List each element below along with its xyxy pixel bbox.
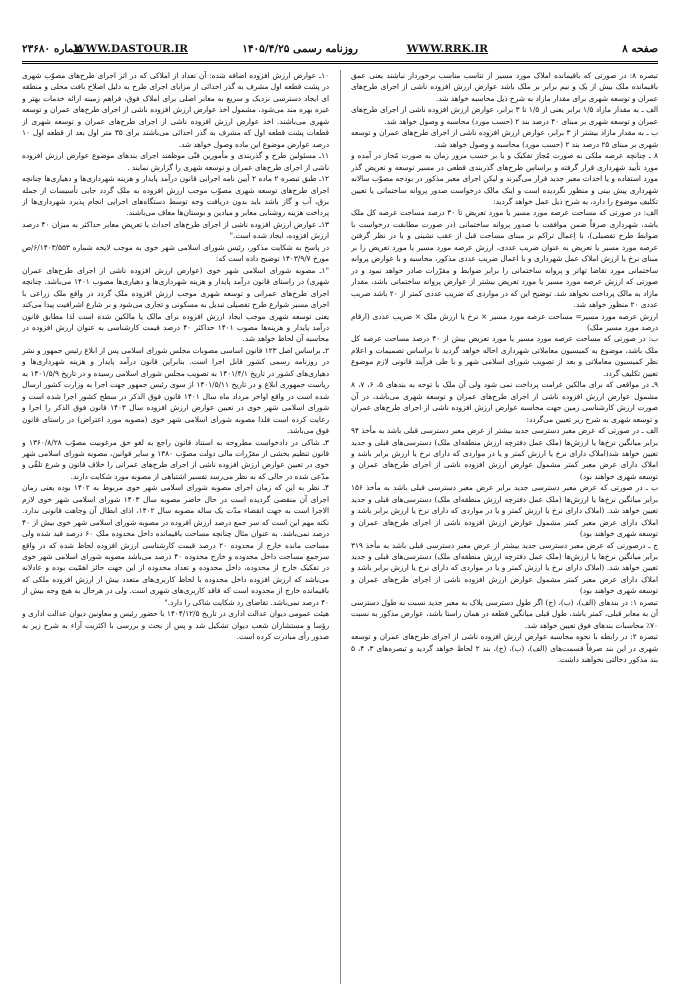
paragraph: هیئت عمومی دیوان عدالت اداری در تاریخ ۱۴۰۴/۱۲/۵ با حضور رئیس و معاونین دیوان عدالت اداری و رؤسا و مستشاران شعب دیوان تشکیل شد و پس از بحث و بررسی با اکثریت آراء به شرح زیر به صدور رأی مبادرت کرده است. (22, 609, 329, 642)
paragraph: ج ـ درصورتی که عرض معبر دسترسی جدید بیشتر از عرض معبر دسترسی قبلی باشد به مأخذ ۳۱۹ برابر میانگین نرخ‌ها یا ارزش‌ها (ملک عمل دفترچه ارزش منطقه‌ای ملک) دسترسی‌های قبلی و جدید تعیین خواهد شد. (املاک دارای نرخ یا ارزش کمتر و یا در مواردی که دارای نرخ یا ارزش برابر باشد و املاک دارای عرض معبر کمتر مشمول عوارض ارزش افزوده ناشی از اجرای طرح‌های عمران و توسعه شهری خواهند بود) (351, 540, 658, 596)
paragraph: ب ـ به مقدار مازاد بیشتر از ۳ برابر، عوارض ارزش افزوده ناشی از اجرای طرح‌های عمران و توسعه شهری بر مبنای ۲۵ درصد بند ۲ (حسب مورد) محاسبه و وصول خواهد شد. (351, 128, 658, 149)
text-column-right (351, 70, 658, 984)
paragraph: تبصره ۱: در بندهای (الف)، (ب)، (ج) اگر طول دسترسی پلاک به معبر جدید نسبت به طول دسترسی آن به معابر قبلی، کمتر باشد، طول قبلی میانگین قطعه در همان راستا باشد، عوارض مذکور به نسبت ۷۰٪ محاسبات بندهای فوق تعیین خواهد شد. (351, 597, 658, 630)
paragraph: ۱۲ـ طبق تبصره ۲ ماده ۲ آیین نامه اجرایی قانون درآمد پایدار و هزینه شهرداری‌ها و دهیاری‌ها چنانچه اجرای طرح‌های توسعه شهری مصوّب موجب ارزش افزوده به ملک گردد جابی تأسیسات از جمله برق، آب و گاز باشد باید بدون دریافت وجه توسط دستگاه‌های اجرایی انجام پذیرد شهرداری‌ها از پرداخت هزینه روشنایی معابر و میادین و بوستان‌ها معاف می‌باشند. (22, 174, 329, 218)
paragraph: ۴ـ نظر به این که زمان اجرای مصوبه شورای اسلامی شهر خوی مربوط به ۱۴۰۲ بوده یعنی زمان اجرای آن منقضی گردیده است در حال حاضر مصوبه سال ۱۴۰۳ شورای اسلامی شهر خوی لازم الاجرا است به جهت انقضاء مدّت یک ساله مصوبه سال ۱۴۰۲، اذای ابطال آن وجاهت قانونی ندارد. نکته مهم این است که سر جمع درصد ارزش افزوده در مصوبه شورای اسلامی شهر خوی بیش از ۴۰ درصد نمی‌باشد. به عنوان مثال چنانچه مساحت باقیمانده داخل محدوده ملک ۶۰ درصد قید شده ولی مساحت مانده خارج از محدوده ۲۰ درصد قیمت کارشناسی ارزش افزوده لحاظ شده که در واقع سرجمع مساحت داخل محدوده و خارج محدوده ۴۰ درصد می‌باشد مصوبه شورای اسلامی شهر خوی در تفکیک خارج از محدوده، داخل محدوده و تعداد محدوده از این جهت حائز اهمّیت بوده و عادلانه می‌باشد که ارزش افزوده داخل محدوده با لحاظ کاربری‌های متعدد بیش از ارزش افزوده ملکی که باقیمانده خارج از محدوده است که فاقد کاربری‌های شهری است. ولی در هرحال به هیچ وجه بیش از ۴۰ درصد نمی‌باشد. تقاضای رد شکایت شاکی را دارد." (22, 483, 329, 607)
paragraph: ۸ ـ چنانچه عرصه ملکی به صورت مُجاز تفکیک و یا بر حسب مرور زمان به صورت مُجاز در آمده و مورد تأیید شهرداری قرار گرفته و براساس طرح‌های گذربندی قطعی در مسیر توسعه و تعریض گذر مورد استفاده و یا احداث معبر جدید قرار می‌گیرند و لیکن اجرای معبر مذکور در بودجه مصوّب سالانه شهرداری پیش بینی و منظور نگردیده است و اینک مالک درخواست صدور پروانه ساختمانی یا تعیین تکلیف موضوع را دارد، به شرح ذیل عمل خواهد گردید: (351, 151, 658, 206)
publication-date: روزنامه رسمی ۱۴۰۵/۴/۲۵ (242, 43, 358, 55)
page-header (22, 40, 658, 60)
paragraph: الف ـ در صورتی که عرض معبر دسترسی جدید بیشتر از عرض معبر دسترسی قبلی باشد به مأخذ ۹۴ برابر میانگین نرخ‌ها یا ارزش‌ها (ملک عمل دفترچه ارزش منطقه‌ای ملک) دسترسی‌های قبلی و جدید تعیین خواهد شد(املاک دارای نرخ یا ارزش کمتر و یا در مواردی که دارای نرخ یا ارزش برابر باشد و املاک دارای عرض معبر کمتر مشمول عوارض ارزش افزوده ناشی از اجرای طرح‌های عمران و توسعه شهری خواهند بود) (351, 426, 658, 481)
paragraph: الف ـ به مقدار مازاد ۱/۵ برابر یعنی از ۱/۵ تا ۳ برابر، عوارض ارزش افزوده ناشی از اجرای طرح‌های عمران و توسعه شهری بر مبنای ۴۰ درصد بند ۲ (حسب مورد) محاسبه و وصول خواهد شد. (351, 105, 658, 126)
paragraph: ب ـ در صورتی که عرض معبر دسترسی جدید برابر عرض معبر دسترسی قبلی باشد به مأخذ ۱۵۶ برابر میانگین نرخ‌ها یا ارزش‌ها (ملک عمل دفترچه ارزش منطقه‌ای ملک) دسترسی‌های قبلی و جدید تعیین خواهد شد. (املاک دارای نرخ یا ارزش کمتر و یا در مواردی که دارای نرخ یا ارزش برابر باشد و املاک دارای عرض معبر کمتر مشمول عوارض ارزش افزوده ناشی از اجرای طرح‌های عمران و توسعه شهری خواهند بود) (351, 483, 658, 539)
paragraph: ۹ـ در مواقعی که برای مالکین غرامت پرداخت نمی شود ولی آن ملک با توجه به بندهای ۵، ۶، ۷، ۸ مشمول عوارض ارزش افزوده ناشی از اجرای طرح‌های عمران و توسعه شهری می‌باشد، در آن صورت ارزش کارشناسی زمین جهت محاسبه عوارض ارزش افزوده ناشی از اجرای طرح‌های عمران و توسعه شهری به شرح زیر تعیین می‌گردد: (351, 380, 658, 424)
issue-number: شماره ۲۳۶۸۰ (22, 43, 83, 55)
paragraph: ۱۰ـ عوارض ارزش افزوده اضافه شده: آن تعداد از املاکی که در اثر اجرای طرح‌های مصوّب شهری در پشت قطعه اول مشرف به گذر احداثی از مزایای اجرای طرح به دلیل اصلاح بافت محلی و منطقه ای ایجاد دسترسی نزدیک و سریع به معابر اصلی برای املاک فوق، فراهم زمینه ارائه خدمات بهتر و غیره بهره مند می‌شود، مشمول اخذ عوارض ارزش افزوده ناشی از اجرای طرح‌های عمران و توسعه شهری می‌باشند. اخذ عوارض ارزش افزوده ناشی از اجرای طرح‌های عمران و توسعه شهری از قطعات پشت قطعه اول که مشرف به گذر احداثی می‌باشند برای ۳۵ متر اول بعد از قطعه اول ۱۰ درصد عوارض موضوع این ماده وصول خواهد شد. (22, 71, 329, 149)
page-number: صفحه ۸ (622, 43, 658, 55)
paragraph: ۳ـ شاکی در دادخواست مطروحه به استناد قانون راجع به لغو حق مرغوبیت مصوّب ۱۳۶۰/۸/۲۸ و قانون تنظیم بخشی از مقرّرات مالی دولت مصوّب ۱۳۸۰ و سایر قوانین، مصوبه شورای اسلامی شهر خوی در تعیین عوارض ارزش افزوده ناشی از اجرای طرح‌های عمرانی را خلاف قانون و شرع تلقّی و مدّعی شده در حالی که به نظر می‌رسد تفسیر اشتباهی از مصوبه مورد شکایت دارند. (22, 437, 329, 481)
paragraph: ب: در صورتی که مساحت عرصه مورد مسیر یا مورد تعریض بیش از ۴۰ درصد مساحت عرصه کل ملک باشد، موضوع به کمیسیون معاملاتی شهرداری احاله خواهد گردید تا براساس تصمیمات و اعلام نظر کمیسیون معاملاتی و بعد از تصویب شورای اسلامی شهر و با طی فرآیند قانونی لازم موضوع تعیین تکلیف گردد. (351, 334, 658, 378)
column-divider (340, 70, 341, 984)
header-rule-top (22, 61, 658, 62)
text-column-left (22, 70, 329, 984)
paragraph: ۲ـ براساس اصل ۱۲۳ قانون اساسی مصوبات مجلس شورای اسلامی پس از ابلاغ رئیس جمهور و نشر در روزنامه رسمی کشور قابل اجرا است. بنابراین قانون درآمد پایدار و هزینه شهرداری‌ها و دهیاری‌های کشور در تاریخ ۱۴۰۱/۴/۱ به تصویب مجلس شورای اسلامی رسیده و در تاریخ ۱۴۰۱/۵/۹ به ریاست جمهوری ابلاغ و در تاریخ ۱۴۰۱/۵/۱۱ از سوی رئیس جمهور جهت اجرا به وزارت کشور ارسال شده است در واقع اواخر مرداد ماه سال ۱۴۰۱ قانون فوق الذکر در سطح کشور اجرا شده است و شورای اسلامی شهر خوی در تعیین عوارض ارزش افزوده سال ۱۴۰۳ قانون فوق الذکر را اجرا و رعایت کرده است فلذا مصوبه شورای اسلامی شهر خوی (مصوبه مورد اعتراض) در راستای قانون فوق می‌باشد. (22, 345, 329, 436)
paragraph: ۱۳ـ عوارض ارزش افزوده ناشی از اجرای طرح‌های احداث یا تعریض معابر حداکثر به میزان ۴۰ درصد ارزش افزوده، ایجاد شده است." (22, 219, 329, 241)
paragraph: ارزش عرصه مورد مسیر= مساحت عرصه مورد مسیر × نرخ یا ارزش ملک × ضریب عددی (ارقام درصد مورد مسیر ملک) (351, 311, 658, 332)
paragraph: "۱ـ مصوبه شورای اسلامی شهر خوی (عوارض ارزش افزوده ناشی از اجرای طرح‌های عمران شهری) در راستای قانون درآمد پایدار و هزینه شهرداری‌ها و دهیاری‌ها مصوب ۱۴۰۱ می‌باشد. چنانچه اجرای طرح‌های عمرانی و توسعه شهری موجب ارزش افزوده ملک گردد در واقع ملک زراعی با اجرای مسیر شوارع طرح تفصیلی تبدیل به مسکونی و تجاری می‌شود و بر شارع اشرافیت پیدا می‌کند یعنی توسعه شهری موجب ایجاد ارزش افزوده برای مالک یا مالکین شده است لذا مطابق قانون درآمد پایدار و هزینه‌ها مصوب ۱۴۰۱ حداکثر ۴۰ درصد قیمت کارشناسی به عنوان ارزش افزوده در محاسبه آن لحاظ خواهد شد. (22, 265, 329, 344)
paragraph: تبصره ۸: در صورتی که باقیمانده املاک مورد مسیر از تناسب مناسب برخوردار نباشند یعنی عمق باقیمانده ملک بیش از یک و نیم برابر بر ملک باشد عوارض ارزش افزوده ناشی از اجرای طرح‌های عمران و توسعه شهری برای مقدار مازاد به شرح ذیل محاسبه خواهد شد. (351, 71, 658, 103)
paragraph: تبصره ۲: در رابطه با نحوه محاسبه عوارض ارزش افزوده ناشی از اجرای طرح‌های عمران و توسعه شهری در این بند صرفاً قسمت‌های (الف)، (ب)، (ج)، بند ۲ لحاظ خواهد گردید و تبصره‌های ۳، ۴، ۵ بند مذکور دخالتی نخواهند داشت. (351, 632, 658, 665)
site-link-dastour[interactable]: WWW.DASTOUR.IR (73, 43, 188, 55)
header-rule-bottom (22, 63, 658, 64)
site-link-rrk[interactable]: WWW.RRK.IR (406, 43, 488, 55)
paragraph: در پاسخ به شکایت مذکور، رئیس شورای اسلامی شهر خوی به موجب لایحه شماره ۶/۱۴۰۳/۵۵۳/ص مورخ ۱۴۰۳/۹/۷ توضیح داده است که: (22, 242, 329, 264)
paragraph: الف: در صورتی که مساحت عرصه مورد مسیر یا مورد تعریض تا ۳۰ درصد مساحت عرصه کل ملک باشد، شهرداری صرفاً ضمن موافقت با صدور پروانه ساختمانی (در صورت مطابقت درخواست با ضوابط طرح تفصیلی)، با اِعمال تراکم بر مبنای مساحت قبل از عقب نشینی و با در نظر گرفتن عرصه مورد مسیر یا تعریض به عنوان ضریب عددی، ارزش عرصه مورد مسیر یا مورد تعریض را بر مبنای نرخ یا ارزش املاک عمل شهرداری و با اعمال ضریب عددی مذکور، محاسبه و با عوارض پروانه ساختمانی مورد تقاضا تهاتر و پروانه ساختمانی را برابر ضوابط و مقرّرات صادر خواهد نمود و در صورتی که ارزش عرصه مورد مسیر یا مورد تعریض بیشتر از عوارض پروانه ساختمانی باشد، مقدار مازاد به مالک پرداخت نخواهد شد. توضیح این که در مواردی که ضریب عددی کمتر از ۲۰ باشد ضریب عددی ۲۰ منظور خواهد شد. (351, 208, 658, 310)
paragraph: ۱۱ـ مسئولین طرح و گذربندی و مأمورین فنّی موظفند اجرای بندهای موضوع عوارض ارزش افزوده ناشی از اجرای طرح‌های عمران و توسعه شهری را گزارش نمایند . (22, 151, 329, 172)
